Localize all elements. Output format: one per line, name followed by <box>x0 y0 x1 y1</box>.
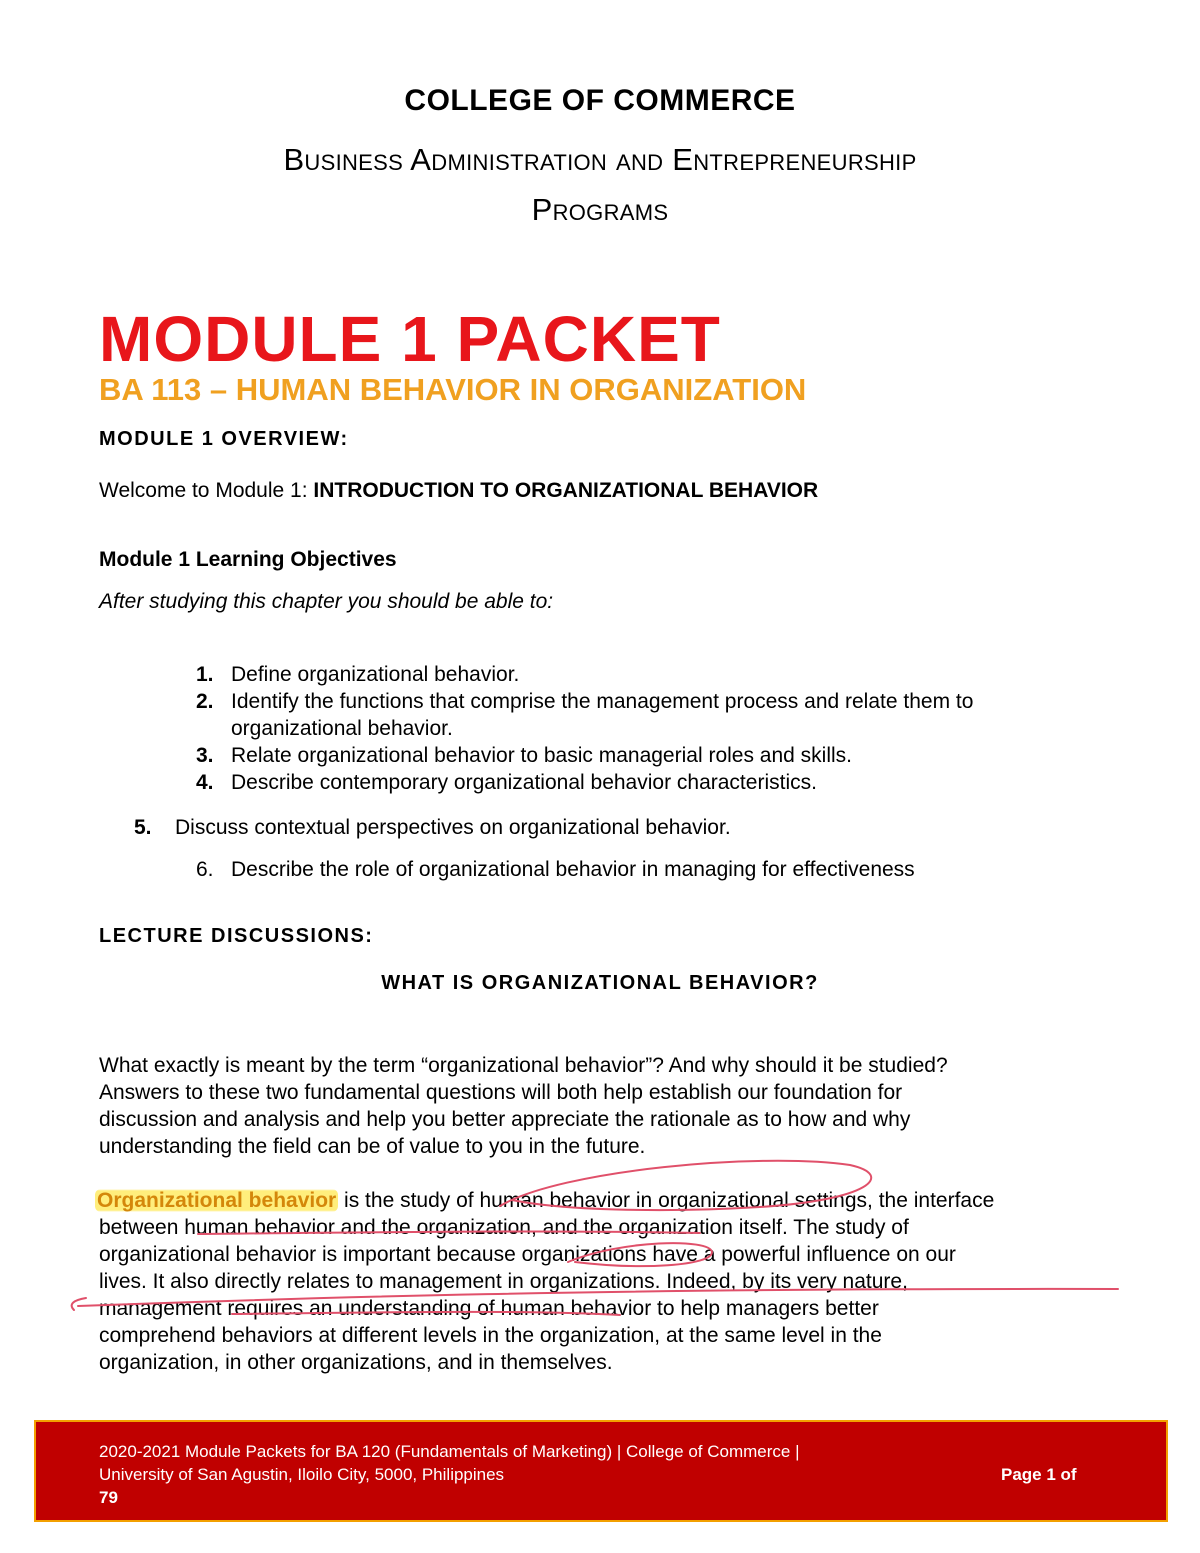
paragraph-line: comprehend behaviors at different levels in the organization, at the same level in the <box>99 1324 882 1347</box>
welcome-topic: INTRODUCTION TO ORGANIZATIONAL BEHAVIOR <box>313 479 819 502</box>
paragraph-line: management requires an understanding of human behavior to help managers better <box>99 1297 879 1320</box>
footer-line2: University of San Agustin, Iloilo City, 5000, Philippines <box>99 1465 505 1484</box>
paragraph-line: between human behavior and the organization, and the organization itself. The study of <box>99 1216 909 1239</box>
objective-text: Define organizational behavior. <box>231 663 520 686</box>
program-name-line2: Programs <box>531 192 669 227</box>
objective-number: 1. <box>196 663 214 686</box>
paragraph-line: lives. It also directly relates to management in organizations. Indeed, by its very nature, <box>99 1270 908 1293</box>
objectives-intro: After studying this chapter you should be able to: <box>99 590 554 613</box>
page-total: 79 <box>99 1488 118 1507</box>
college-name: COLLEGE OF COMMERCE <box>404 84 796 117</box>
course-title: BA 113 – HUMAN BEHAVIOR IN ORGANIZATION <box>99 372 807 407</box>
objective-text: Relate organizational behavior to basic managerial roles and skills. <box>231 744 853 767</box>
paragraph-line-rest: is the study of human behavior in organizational settings, the interface <box>338 1189 995 1212</box>
objectives-heading: Module 1 Learning Objectives <box>99 548 397 571</box>
objective-number: 3. <box>196 744 214 767</box>
pen-hook <box>72 1298 86 1310</box>
welcome-prefix: Welcome to Module 1: <box>99 479 314 502</box>
paragraph-line: understanding the field can be of value to you in the future. <box>99 1135 646 1158</box>
objective-text: Identify the functions that comprise the management process and relate them to <box>231 690 974 713</box>
module-packet-title: MODULE 1 PACKET <box>99 303 721 375</box>
page-footer <box>34 1420 1168 1522</box>
objective-text: Discuss contextual perspectives on organizational behavior. <box>175 816 731 839</box>
section-heading: WHAT IS ORGANIZATIONAL BEHAVIOR? <box>381 972 819 994</box>
definition-paragraph <box>99 1187 1109 1376</box>
paragraph-line: What exactly is meant by the term “organizational behavior”? And why should it be studied? <box>99 1054 948 1077</box>
objective-text: Describe the role of organizational behavior in managing for effectiveness <box>231 858 915 881</box>
overview-heading: MODULE 1 OVERVIEW: <box>99 428 349 450</box>
objective-number: 4. <box>196 771 214 794</box>
paragraph-line <box>99 1187 1109 1214</box>
objective-number: 5. <box>134 816 152 839</box>
paragraph-line: organizational behavior is important because organizations have a powerful influence on our <box>99 1243 956 1266</box>
welcome-line <box>99 477 818 504</box>
paragraph-line: discussion and analysis and help you better appreciate the rationale as to how and why <box>99 1108 911 1131</box>
program-name-line1: Business Administration and Entrepreneurship <box>283 142 917 177</box>
intro-paragraph <box>99 1052 1079 1160</box>
paragraph-line: organization, in other organizations, and in themselves. <box>99 1351 613 1374</box>
highlighted-term: Organizational behavior <box>97 1189 337 1212</box>
page-number: Page 1 of <box>1001 1465 1077 1484</box>
lecture-heading: LECTURE DISCUSSIONS: <box>99 925 374 947</box>
objective-text: Describe contemporary organizational behavior characteristics. <box>231 771 817 794</box>
objective-text-continued: organizational behavior. <box>231 717 453 740</box>
footer-line1: 2020-2021 Module Packets for BA 120 (Fundamentals of Marketing) | College of Commerce | <box>99 1442 800 1461</box>
paragraph-line: Answers to these two fundamental questions will both help establish our foundation for <box>99 1081 903 1104</box>
objective-number: 6. <box>196 858 214 881</box>
objective-number: 2. <box>196 690 214 713</box>
